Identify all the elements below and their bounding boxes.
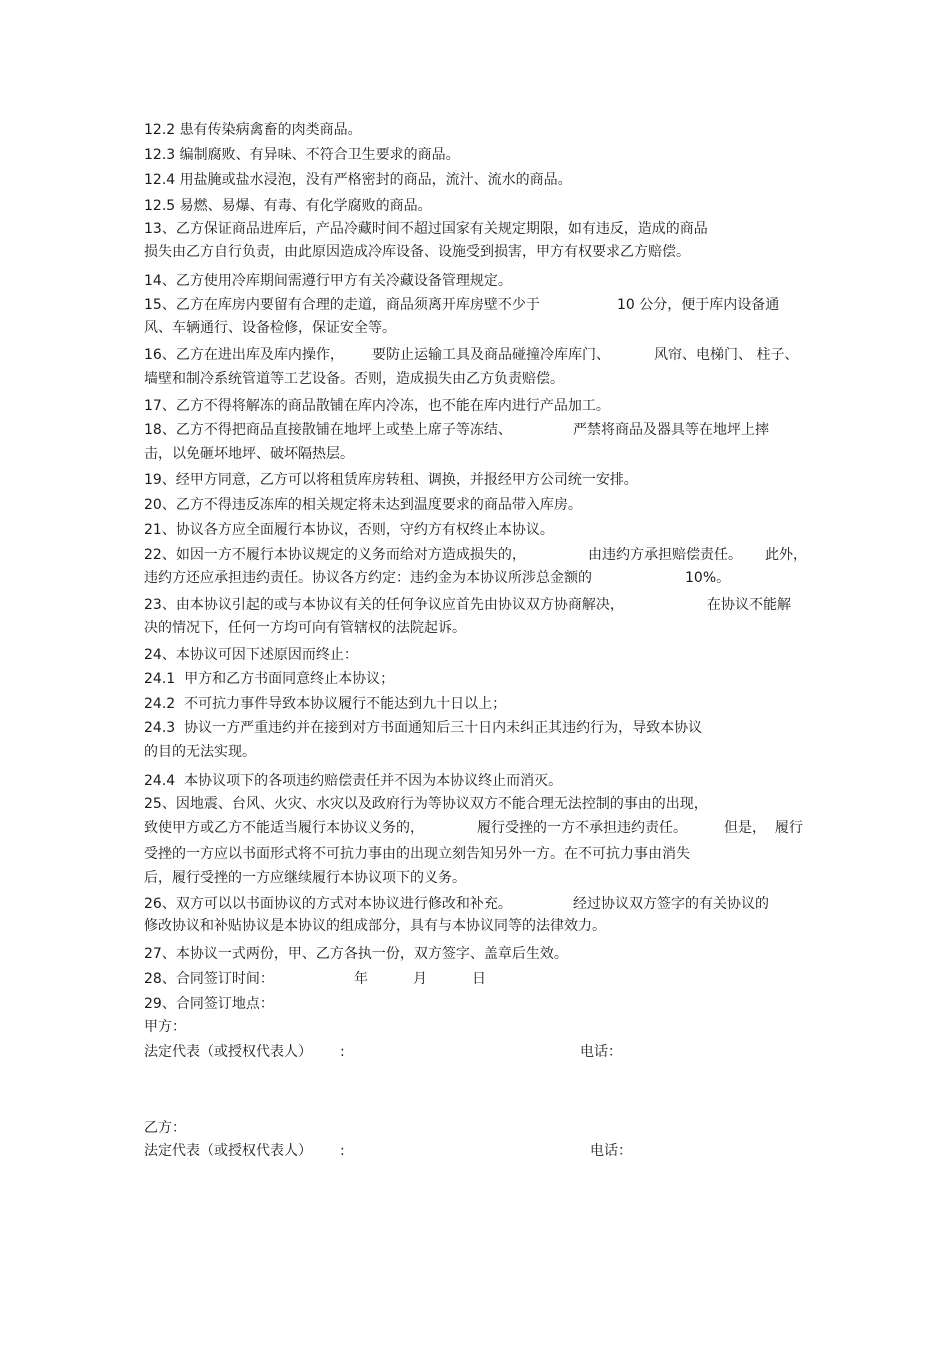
clause-24-1: 24.1 甲方和乙方书面同意终止本协议； xyxy=(144,671,395,687)
clause-22-line1-part3: 此外， xyxy=(765,547,807,563)
clause-21: 21、协议各方应全面履行本协议，否则，守约方有权终止本协议。 xyxy=(144,522,554,538)
signing-time-year: 年 xyxy=(354,971,368,987)
clause-12-4: 12.4 用盐腌或盐水浸泡，没有严格密封的商品，流汁、流水的商品。 xyxy=(144,172,572,188)
clause-26-line1-part2: 经过协议双方签字的有关协议的 xyxy=(573,896,769,912)
clause-15-line1-part2: 10 公分，便于库内设备通 xyxy=(617,297,780,313)
clause-25-line2-part3: 但是， 履行 xyxy=(724,820,803,836)
clause-22-line2-part1: 违约方还应承担违约责任。协议各方约定：违约金为本协议所涉总金额的 xyxy=(144,570,592,586)
party-a-representative-colon: : xyxy=(340,1044,345,1060)
signing-time-label: 28、合同签订时间： xyxy=(144,971,274,987)
clause-12-5: 12.5 易燃、易爆、有毒、有化学腐败的商品。 xyxy=(144,198,432,214)
clause-22-line1-part1: 22、如因一方不履行本协议规定的义务而给对方造成损失的， xyxy=(144,547,526,563)
clause-12-3: 12.3 编制腐败、有异味、不符合卫生要求的商品。 xyxy=(144,147,460,163)
party-a-representative-label: 法定代表（或授权代表人） xyxy=(144,1044,312,1060)
party-b-label: 乙方： xyxy=(144,1120,186,1136)
party-b-representative-colon: : xyxy=(340,1143,345,1159)
clause-16-line1-part1: 16、乙方在进出库及库内操作， xyxy=(144,347,344,363)
clause-25-line1: 25、因地震、台风、火灾、水灾以及政府行为等协议双方不能合理无法控制的事由的出现， xyxy=(144,796,708,812)
clause-16-line1-part3: 风帘、电梯门、 柱子、 xyxy=(654,347,799,363)
signing-time-day: 日 xyxy=(472,971,486,987)
clause-20: 20、乙方不得违反冻库的相关规定将未达到温度要求的商品带入库房。 xyxy=(144,497,582,513)
clause-25-line3: 受挫的一方应以书面形式将不可抗力事由的出现立刻告知另外一方。在不可抗力事由消失 xyxy=(144,846,690,862)
clause-24: 24、本协议可因下述原因而终止： xyxy=(144,647,358,663)
clause-13-line1: 13、乙方保证商品进库后，产品冷藏时间不超过国家有关规定期限，如有违反，造成的商品 xyxy=(144,221,708,237)
clause-25-line2-part1: 致使甲方或乙方不能适当履行本协议义务的， xyxy=(144,820,424,836)
party-b-phone-label: 电话： xyxy=(590,1143,632,1159)
clause-23-line2: 决的情况下，任何一方均可向有管辖权的法院起诉。 xyxy=(144,620,466,636)
clause-15-line1-part1: 15、乙方在库房内要留有合理的走道，商品须离开库房壁不少于 xyxy=(144,297,540,313)
clause-13-line2: 损失由乙方自行负责，由此原因造成冷库设备、设施受到损害，甲方有权要求乙方赔偿。 xyxy=(144,244,690,260)
clause-17: 17、乙方不得将解冻的商品散铺在库内冷冻，也不能在库内进行产品加工。 xyxy=(144,398,610,414)
clause-23-line1-part1: 23、由本协议引起的或与本协议有关的任何争议应首先由协议双方协商解决， xyxy=(144,597,624,613)
clause-24-3-line2: 的目的无法实现。 xyxy=(144,744,256,760)
clause-24-4: 24.4 本协议项下的各项违约赔偿责任并不因为本协议终止而消灭。 xyxy=(144,773,563,789)
clause-22-line2-part2: 10%。 xyxy=(685,570,731,586)
clause-16-line1-part2: 要防止运输工具及商品碰撞冷库库门、 xyxy=(372,347,610,363)
clause-18-line2: 击，以免砸坏地坪、破坏隔热层。 xyxy=(144,446,354,462)
clause-22-line1-part2: 由违约方承担赔偿责任。 xyxy=(588,547,742,563)
clause-12-2: 12.2 患有传染病禽畜的肉类商品。 xyxy=(144,122,362,138)
clause-18-line1-part2: 严禁将商品及器具等在地坪上摔 xyxy=(573,422,769,438)
party-b-representative-label: 法定代表（或授权代表人） xyxy=(144,1143,312,1159)
clause-24-2: 24.2 不可抗力事件导致本协议履行不能达到九十日以上； xyxy=(144,696,507,712)
clause-14: 14、乙方使用冷库期间需遵行甲方有关冷藏设备管理规定。 xyxy=(144,273,512,289)
clause-25-line4: 后，履行受挫的一方应继续履行本协议项下的义务。 xyxy=(144,870,466,886)
signing-time-month: 月 xyxy=(413,971,427,987)
clause-24-3-line1: 24.3 协议一方严重违约并在接到对方书面通知后三十日内未纠正其违约行为，导致本协议 xyxy=(144,720,703,736)
clause-16-line2: 墙壁和制冷系统管道等工艺设备。否则，造成损失由乙方负责赔偿。 xyxy=(144,371,564,387)
signing-place-label: 29、合同签订地点： xyxy=(144,996,274,1012)
clause-27: 27、本协议一式两份，甲、乙方各执一份，双方签字、盖章后生效。 xyxy=(144,946,568,962)
clause-25-line2-part2: 履行受挫的一方不承担违约责任。 xyxy=(477,820,687,836)
clause-23-line1-part2: 在协议不能解 xyxy=(707,597,791,613)
party-a-label: 甲方： xyxy=(144,1019,186,1035)
clause-19: 19、经甲方同意，乙方可以将租赁库房转租、调换，并报经甲方公司统一安排。 xyxy=(144,472,638,488)
clause-18-line1-part1: 18、乙方不得把商品直接散铺在地坪上或垫上席子等冻结、 xyxy=(144,422,512,438)
party-a-phone-label: 电话： xyxy=(580,1044,622,1060)
clause-26-line1-part1: 26、双方可以以书面协议的方式对本协议进行修改和补充。 xyxy=(144,896,512,912)
clause-26-line2: 修改协议和补贴协议是本协议的组成部分，具有与本协议同等的法律效力。 xyxy=(144,918,606,934)
clause-15-line2: 风、车辆通行、设备检修，保证安全等。 xyxy=(144,320,396,336)
